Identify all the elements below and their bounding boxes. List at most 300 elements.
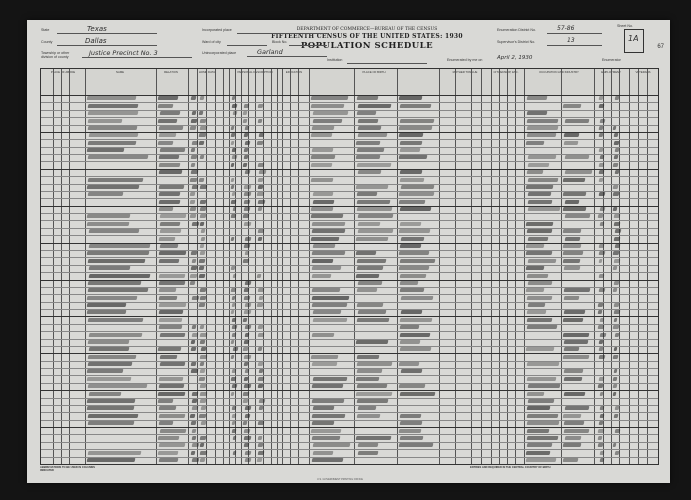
handwritten-entry bbox=[312, 251, 346, 255]
handwritten-entry bbox=[357, 399, 389, 403]
handwritten-entry bbox=[356, 288, 376, 292]
handwritten-entry bbox=[158, 421, 173, 425]
handwritten-entry bbox=[564, 237, 580, 241]
handwritten-entry bbox=[159, 126, 184, 130]
handwritten-entry bbox=[232, 347, 238, 351]
handwritten-entry bbox=[244, 170, 250, 174]
handwritten-entry bbox=[191, 185, 198, 189]
handwritten-entry bbox=[244, 207, 250, 211]
handwritten-entry bbox=[613, 259, 620, 263]
handwritten-entry bbox=[191, 436, 196, 440]
handwritten-entry bbox=[313, 406, 335, 410]
handwritten-entry bbox=[191, 458, 198, 462]
handwritten-entry bbox=[258, 119, 263, 123]
handwritten-entry bbox=[599, 414, 604, 418]
handwritten-entry bbox=[191, 443, 199, 447]
handwritten-entry bbox=[158, 296, 177, 300]
handwritten-entry bbox=[527, 392, 545, 396]
handwritten-entry bbox=[159, 170, 183, 174]
group-relation: RELATION bbox=[164, 70, 178, 74]
handwritten-entry bbox=[191, 111, 196, 115]
row-divider bbox=[41, 272, 658, 273]
handwritten-entry bbox=[243, 111, 248, 115]
handwritten-entry bbox=[613, 237, 620, 241]
handwritten-entry bbox=[400, 259, 436, 263]
handwritten-entry bbox=[158, 384, 184, 388]
handwritten-entry bbox=[357, 133, 386, 137]
handwritten-entry bbox=[400, 244, 421, 248]
group-personal-description: PERSONAL DESCRIPTION bbox=[237, 70, 273, 74]
handwritten-entry bbox=[199, 274, 206, 278]
handwritten-entry bbox=[599, 207, 605, 211]
handwritten-entry bbox=[527, 421, 560, 425]
census-sheet bbox=[27, 20, 670, 483]
handwritten-entry bbox=[563, 414, 582, 418]
handwritten-entry bbox=[87, 111, 138, 115]
handwritten-entry bbox=[244, 303, 251, 307]
handwritten-entry bbox=[231, 355, 235, 359]
handwritten-entry bbox=[159, 207, 174, 211]
handwritten-entry bbox=[564, 155, 589, 159]
handwritten-entry bbox=[311, 288, 340, 292]
handwritten-entry bbox=[231, 377, 237, 381]
handwritten-entry bbox=[159, 274, 186, 278]
handwritten-entry bbox=[400, 436, 424, 440]
handwritten-entry bbox=[244, 406, 251, 410]
handwritten-entry bbox=[356, 369, 382, 373]
handwritten-entry bbox=[614, 429, 620, 433]
handwritten-entry bbox=[232, 104, 237, 108]
handwritten-entry bbox=[357, 126, 381, 130]
handwritten-entry bbox=[400, 104, 432, 108]
handwritten-entry bbox=[527, 281, 552, 285]
handwritten-entry bbox=[200, 399, 206, 403]
enumeration-line bbox=[547, 33, 602, 34]
handwritten-entry bbox=[191, 347, 197, 351]
handwritten-entry bbox=[257, 377, 264, 381]
handwritten-entry bbox=[399, 126, 433, 130]
handwritten-entry bbox=[400, 310, 422, 314]
handwritten-entry bbox=[200, 421, 206, 425]
handwritten-entry bbox=[399, 251, 430, 255]
handwritten-entry bbox=[312, 399, 345, 403]
handwritten-entry bbox=[87, 288, 148, 292]
handwritten-entry bbox=[257, 421, 264, 425]
handwritten-entry bbox=[526, 119, 557, 123]
group-name: NAME bbox=[115, 70, 125, 74]
handwritten-entry bbox=[88, 141, 137, 145]
handwritten-entry bbox=[613, 207, 618, 211]
unincorporated-value: Garland bbox=[257, 48, 283, 56]
handwritten-entry bbox=[199, 111, 204, 115]
census-title: FIFTEENTH CENSUS OF THE UNITED STATES: 1930 bbox=[271, 33, 463, 40]
handwritten-entry bbox=[199, 414, 207, 418]
handwritten-entry bbox=[614, 318, 618, 322]
handwritten-entry bbox=[400, 347, 432, 351]
handwritten-entry bbox=[399, 443, 434, 447]
handwritten-entry bbox=[311, 229, 345, 233]
handwritten-entry bbox=[356, 251, 377, 255]
row-divider bbox=[41, 161, 658, 162]
handwritten-entry bbox=[400, 274, 427, 278]
handwritten-entry bbox=[232, 207, 236, 211]
handwritten-entry bbox=[257, 436, 262, 440]
handwritten-entry bbox=[400, 421, 423, 425]
handwritten-entry bbox=[563, 333, 590, 337]
handwritten-entry bbox=[191, 325, 196, 329]
handwritten-entry bbox=[158, 251, 186, 255]
handwritten-entry bbox=[598, 325, 605, 329]
handwritten-entry bbox=[528, 259, 557, 263]
handwritten-entry bbox=[159, 244, 178, 248]
handwritten-entry bbox=[613, 266, 617, 270]
handwritten-entry bbox=[356, 111, 376, 115]
handwritten-entry bbox=[88, 421, 135, 425]
handwritten-entry bbox=[614, 148, 619, 152]
handwritten-entry bbox=[258, 229, 265, 233]
handwritten-entry bbox=[190, 281, 196, 285]
handwritten-entry bbox=[243, 259, 250, 263]
handwritten-entry bbox=[244, 281, 251, 285]
handwritten-entry bbox=[563, 104, 582, 108]
handwritten-entry bbox=[613, 251, 620, 255]
handwritten-entry bbox=[243, 119, 248, 123]
incorporated-label: Incorporated place bbox=[202, 28, 232, 32]
handwritten-entry bbox=[564, 200, 579, 204]
handwritten-entry bbox=[399, 384, 425, 388]
handwritten-entry bbox=[357, 406, 376, 410]
handwritten-entry bbox=[158, 310, 183, 314]
handwritten-entry bbox=[190, 126, 197, 130]
handwritten-entry bbox=[190, 96, 196, 100]
handwritten-entry bbox=[190, 266, 197, 270]
handwritten-entry bbox=[599, 119, 605, 123]
handwritten-entry bbox=[526, 458, 557, 462]
handwritten-entry bbox=[613, 126, 617, 130]
handwritten-entry bbox=[614, 170, 619, 174]
handwritten-entry bbox=[599, 192, 606, 196]
handwritten-entry bbox=[199, 259, 206, 263]
handwritten-entry bbox=[243, 185, 251, 189]
handwritten-entry bbox=[200, 443, 205, 447]
handwritten-entry bbox=[244, 126, 249, 130]
handwritten-entry bbox=[191, 340, 196, 344]
handwritten-entry bbox=[527, 406, 550, 410]
handwritten-entry bbox=[399, 170, 422, 174]
handwritten-entry bbox=[200, 207, 207, 211]
handwritten-entry bbox=[199, 436, 206, 440]
handwritten-entry bbox=[88, 451, 142, 455]
handwritten-entry bbox=[526, 318, 552, 322]
county-value: Dallas bbox=[85, 37, 107, 45]
handwritten-entry bbox=[312, 244, 335, 248]
handwritten-entry bbox=[357, 259, 387, 263]
handwritten-entry bbox=[311, 148, 333, 152]
handwritten-entry bbox=[357, 119, 378, 123]
handwritten-entry bbox=[312, 119, 342, 123]
handwritten-entry bbox=[311, 421, 334, 425]
handwritten-entry bbox=[87, 104, 138, 108]
handwritten-entry bbox=[356, 155, 381, 159]
handwritten-entry bbox=[159, 362, 185, 366]
handwritten-entry bbox=[598, 259, 602, 263]
handwritten-entry bbox=[400, 369, 422, 373]
handwritten-entry bbox=[613, 288, 618, 292]
handwritten-entry bbox=[563, 207, 586, 211]
handwritten-entry bbox=[599, 458, 604, 462]
supervisor-label: Supervisor's District No. bbox=[497, 40, 536, 44]
handwritten-entry bbox=[399, 266, 430, 270]
handwritten-entry bbox=[563, 458, 579, 462]
handwritten-entry bbox=[312, 451, 333, 455]
handwritten-entry bbox=[158, 377, 183, 381]
handwritten-entry bbox=[615, 451, 620, 455]
handwritten-entry bbox=[87, 406, 134, 410]
handwritten-entry bbox=[244, 333, 249, 337]
handwritten-entry bbox=[88, 244, 150, 248]
handwritten-entry bbox=[257, 274, 262, 278]
handwritten-entry bbox=[356, 436, 392, 440]
handwritten-entry bbox=[199, 458, 205, 462]
handwritten-entry bbox=[399, 318, 432, 322]
handwritten-entry bbox=[87, 458, 136, 462]
handwritten-entry bbox=[564, 436, 581, 440]
handwritten-entry bbox=[159, 303, 187, 307]
handwritten-entry bbox=[613, 384, 618, 388]
handwritten-entry bbox=[200, 96, 205, 100]
handwritten-entry bbox=[599, 288, 606, 292]
handwritten-entry bbox=[191, 451, 196, 455]
handwritten-entry bbox=[400, 414, 421, 418]
handwritten-entry bbox=[311, 266, 341, 270]
handwritten-entry bbox=[526, 451, 551, 455]
group-veterans: VETERANS bbox=[635, 70, 651, 74]
handwritten-entry bbox=[87, 185, 140, 189]
group-occupation: OCCUPATION AND INDUSTRY bbox=[539, 70, 579, 74]
handwritten-entry bbox=[356, 274, 380, 278]
handwritten-entry bbox=[564, 288, 591, 292]
handwritten-entry bbox=[159, 192, 181, 196]
handwritten-entry bbox=[159, 259, 180, 263]
handwritten-entry bbox=[356, 384, 387, 388]
township-value: Justice Precinct No. 3 bbox=[89, 49, 158, 57]
handwritten-entry bbox=[311, 414, 345, 418]
handwritten-entry bbox=[88, 384, 148, 388]
handwritten-entry bbox=[613, 355, 619, 359]
handwritten-entry bbox=[527, 414, 559, 418]
group-home-data: HOME DATA bbox=[198, 70, 216, 74]
handwritten-entry bbox=[399, 333, 430, 337]
handwritten-entry bbox=[190, 200, 196, 204]
handwritten-entry bbox=[87, 96, 137, 100]
handwritten-entry bbox=[245, 141, 251, 145]
handwritten-entry bbox=[357, 170, 381, 174]
handwritten-entry bbox=[257, 141, 263, 145]
handwritten-entry bbox=[199, 303, 206, 307]
row-divider bbox=[41, 427, 658, 428]
ward-line bbox=[227, 45, 267, 46]
handwritten-entry bbox=[87, 399, 136, 403]
handwritten-entry bbox=[357, 229, 392, 233]
sheet-label: Sheet No. bbox=[617, 24, 633, 28]
handwritten-entry bbox=[526, 310, 546, 314]
handwritten-entry bbox=[231, 325, 237, 329]
handwritten-entry bbox=[257, 303, 264, 307]
handwritten-entry bbox=[158, 104, 174, 108]
handwritten-entry bbox=[356, 355, 379, 359]
row-divider bbox=[41, 464, 658, 465]
handwritten-entry bbox=[399, 281, 418, 285]
group-place-of-birth: PLACE OF BIRTH bbox=[362, 70, 386, 74]
handwritten-entry bbox=[526, 244, 545, 248]
handwritten-entry bbox=[191, 170, 199, 174]
handwritten-entry bbox=[244, 325, 251, 329]
handwritten-entry bbox=[311, 163, 333, 167]
handwritten-entry bbox=[159, 414, 186, 418]
handwritten-entry bbox=[563, 392, 585, 396]
handwritten-entry bbox=[614, 333, 618, 337]
handwritten-entry bbox=[190, 369, 198, 373]
handwritten-entry bbox=[527, 207, 560, 211]
handwritten-entry bbox=[613, 155, 618, 159]
handwritten-entry bbox=[87, 377, 132, 381]
handwritten-entry bbox=[356, 237, 388, 241]
enumerated-date: April 2, 1930 bbox=[497, 55, 533, 61]
schedule-title: POPULATION SCHEDULE bbox=[300, 41, 434, 51]
handwritten-entry bbox=[88, 274, 150, 278]
handwritten-entry bbox=[312, 377, 347, 381]
handwritten-entry bbox=[199, 451, 207, 455]
handwritten-entry bbox=[599, 244, 605, 248]
handwritten-entry bbox=[399, 148, 419, 152]
handwritten-entry bbox=[599, 451, 604, 455]
handwritten-entry bbox=[190, 207, 197, 211]
handwritten-entry bbox=[400, 296, 433, 300]
handwritten-entry bbox=[564, 296, 580, 300]
handwritten-entry bbox=[526, 111, 547, 115]
handwritten-entry bbox=[564, 214, 590, 218]
handwritten-entry bbox=[356, 185, 389, 189]
handwritten-entry bbox=[89, 229, 140, 233]
handwritten-entry bbox=[199, 141, 205, 145]
handwritten-entry bbox=[399, 207, 431, 211]
handwritten-entry bbox=[399, 192, 434, 196]
handwritten-entry bbox=[257, 458, 262, 462]
handwritten-entry bbox=[564, 369, 584, 373]
handwritten-entry bbox=[191, 259, 196, 263]
handwritten-entry bbox=[600, 222, 605, 226]
handwritten-entry bbox=[191, 392, 198, 396]
handwritten-entry bbox=[356, 266, 382, 270]
handwritten-entry bbox=[527, 178, 558, 182]
handwritten-entry bbox=[232, 384, 237, 388]
handwritten-entry bbox=[356, 303, 382, 307]
handwritten-entry bbox=[311, 362, 336, 366]
handwritten-entry bbox=[399, 340, 419, 344]
handwritten-entry bbox=[527, 155, 555, 159]
handwritten-entry bbox=[257, 333, 264, 337]
handwritten-entry bbox=[356, 414, 380, 418]
handwritten-entry bbox=[191, 399, 197, 403]
handwritten-entry bbox=[159, 429, 186, 433]
handwritten-entry bbox=[158, 288, 175, 292]
handwritten-entry bbox=[599, 251, 606, 255]
handwritten-entry bbox=[191, 222, 199, 226]
handwritten-entry bbox=[244, 414, 250, 418]
handwritten-entry bbox=[87, 310, 127, 314]
footer-note-left: ABBREVIATIONS TO BE USED IN COLUMNS INDICATED bbox=[40, 466, 95, 472]
handwritten-entry bbox=[159, 333, 185, 337]
handwritten-entry bbox=[399, 229, 431, 233]
handwritten-entry bbox=[158, 133, 175, 137]
handwritten-entry bbox=[243, 296, 249, 300]
handwritten-entry bbox=[232, 436, 236, 440]
handwritten-entry bbox=[259, 399, 266, 403]
footer-note-right: ENTRIES AND REQUIRED IN THE CENTRAL COUNTRY OF BIRTH bbox=[470, 466, 551, 469]
handwritten-entry bbox=[191, 296, 199, 300]
handwritten-entry bbox=[258, 237, 263, 241]
handwritten-entry bbox=[159, 229, 181, 233]
handwritten-entry bbox=[191, 406, 198, 410]
handwritten-entry bbox=[190, 414, 196, 418]
handwritten-entry bbox=[258, 296, 263, 300]
handwritten-entry bbox=[243, 421, 248, 425]
handwritten-entry bbox=[312, 274, 332, 278]
handwritten-entry bbox=[159, 406, 176, 410]
handwritten-entry bbox=[356, 362, 392, 366]
sheet-value: 1A bbox=[628, 34, 639, 43]
handwritten-entry bbox=[243, 310, 251, 314]
handwritten-entry bbox=[244, 244, 251, 248]
handwritten-entry bbox=[526, 251, 552, 255]
handwritten-entry bbox=[311, 333, 334, 337]
row-divider bbox=[41, 220, 658, 221]
handwritten-entry bbox=[356, 96, 378, 100]
handwritten-entry bbox=[87, 222, 130, 226]
handwritten-entry bbox=[564, 266, 580, 270]
row-divider bbox=[41, 117, 658, 118]
handwritten-entry bbox=[598, 340, 602, 344]
department-heading: DEPARTMENT OF COMMERCE—BUREAU OF THE CENSUS bbox=[296, 27, 438, 32]
handwritten-entry bbox=[158, 325, 181, 329]
handwritten-entry bbox=[200, 355, 208, 359]
group-place-of-abode: PLACE OF ABODE bbox=[50, 70, 76, 74]
handwritten-entry bbox=[399, 96, 423, 100]
handwritten-entry bbox=[613, 377, 618, 381]
handwritten-entry bbox=[564, 429, 590, 433]
handwritten-entry bbox=[312, 303, 348, 307]
handwritten-entry bbox=[243, 436, 250, 440]
handwritten-entry bbox=[564, 170, 592, 174]
handwritten-entry bbox=[88, 362, 133, 366]
handwritten-entry bbox=[88, 347, 129, 351]
handwritten-entry bbox=[87, 214, 130, 218]
handwritten-entry bbox=[158, 96, 179, 100]
handwritten-entry bbox=[88, 126, 138, 130]
handwritten-entry bbox=[243, 340, 249, 344]
handwritten-entry bbox=[158, 119, 178, 123]
handwritten-entry bbox=[526, 170, 543, 174]
handwritten-entry bbox=[244, 237, 251, 241]
handwritten-entry bbox=[200, 347, 206, 351]
ward-label: Ward of city bbox=[202, 40, 221, 44]
handwritten-entry bbox=[88, 133, 138, 137]
handwritten-entry bbox=[87, 251, 150, 255]
handwritten-entry bbox=[357, 192, 378, 196]
handwritten-entry bbox=[357, 451, 378, 455]
handwritten-entry bbox=[200, 155, 205, 159]
handwritten-entry bbox=[399, 325, 418, 329]
